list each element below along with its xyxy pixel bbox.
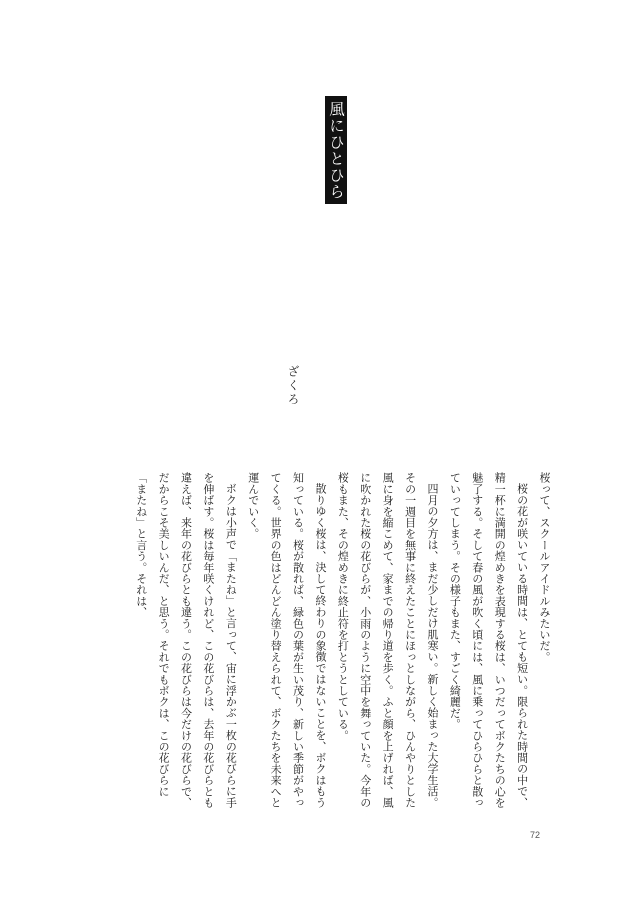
paragraph: 散りゆく桜は、決して終わりの象徴ではないことを、ボクはもう知っている。桜が散れば、緑色の葉が生い茂り、新しい季節がやってくる。世界の色はどんどん塗り替えられて、ボクたちを未来へと運んでいく。 <box>246 472 327 808</box>
story-title <box>325 96 347 204</box>
paragraph: ボクは小声で「またね」と言って、宙に浮かぶ一枚の花びらに手を伸ばす。桜は毎年咲くけれど、この花びらは、去年の花びらとも違えば、来年の花びらとも違う。この花びらは今だけの花びらで、だからこそ美しいんだ、と思う。それでもボクは、この花びらに「またね」と言う。それは、 <box>134 472 238 808</box>
paragraph: 桜の花が咲いている時間は、とても短い。限られた時間の中で、精一杯に満開の煌めきを表現する桜は、いつだってボクたちの心を魅了する。そして春の風が吹く頃には、風に乗ってひらひらと散っていってしまう。その様子もまた、すごく綺麗だ。 <box>448 472 529 808</box>
body-text <box>134 472 555 808</box>
author-name: ざくろ <box>286 365 300 407</box>
page-number: 72 <box>530 830 541 840</box>
story-title-text: 風にひとひら <box>327 100 345 200</box>
paragraph: 四月の夕方は、まだ少しだけ肌寒い。新しく始まった大学生活。その一週目を無事に終えたことにほっとしながら、ひんやりとした風に身を縮こめて、家までの帰り道を歩く。ふと顔を上げれば、風に吹かれた桜の花びらが、小雨のように空中を舞っていた。今年の桜もまた、その煌めきに終止符を打とうとしている。 <box>336 472 439 808</box>
paragraph: 桜って、スクールアイドルみたいだ。 <box>538 472 551 663</box>
